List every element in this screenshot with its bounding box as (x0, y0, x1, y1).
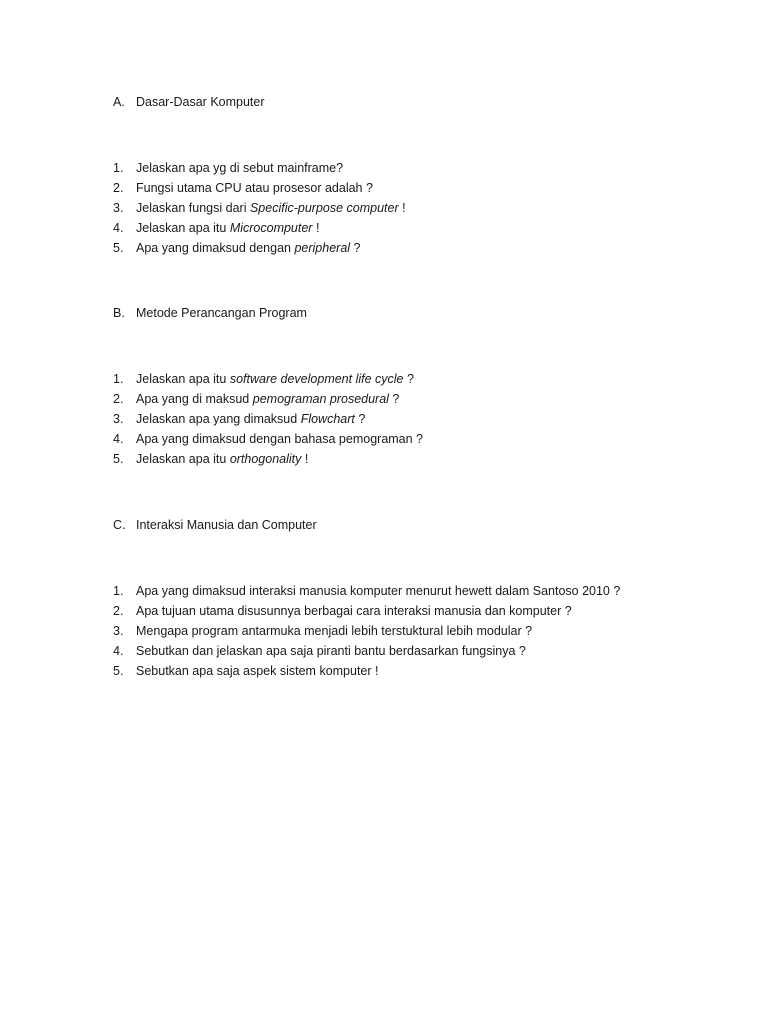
question-text (136, 429, 423, 449)
question-text-run: ! (312, 221, 320, 235)
question-number: 1. (113, 161, 124, 175)
question-text-run: ? (354, 412, 366, 426)
question-term-italic: orthogonality (229, 452, 302, 466)
section-b-questions (0, 369, 768, 469)
question-number: 1. (113, 584, 124, 598)
question-text-run: Jelaskan apa yg di sebut mainframe? (136, 161, 344, 175)
section-title: Metode Perancangan Program (136, 306, 307, 320)
section-a-questions (0, 158, 768, 258)
question-text (136, 409, 365, 429)
section-heading (0, 303, 768, 323)
question-item (0, 369, 768, 389)
question-item (0, 409, 768, 429)
question-number: 2. (113, 392, 124, 406)
question-text (136, 158, 343, 178)
question-number: 4. (113, 644, 124, 658)
question-text-run: Apa yang dimaksud dengan bahasa pemograman ? (136, 432, 424, 446)
question-item (0, 389, 768, 409)
question-term-italic: pemograman prosedural (252, 392, 389, 406)
question-number: 4. (113, 432, 124, 446)
question-text-run: Apa yang di maksud (136, 392, 253, 406)
question-text-run: Sebutkan apa saja aspek sistem komputer ! (136, 664, 379, 678)
question-text (136, 178, 373, 198)
question-item (0, 581, 768, 601)
question-text (136, 218, 319, 238)
question-text-run: Jelaskan apa yang dimaksud (136, 412, 301, 426)
question-term-italic: peripheral (294, 241, 351, 255)
question-text-run: Sebutkan dan jelaskan apa saja piranti bantu berdasarkan fungsinya ? (136, 644, 526, 658)
question-item (0, 641, 768, 661)
question-number: 5. (113, 241, 124, 255)
question-number: 2. (113, 181, 124, 195)
question-text-run: Apa tujuan utama disusunnya berbagai cara interaksi manusia dan komputer ? (136, 604, 572, 618)
question-text-run: ! (301, 452, 309, 466)
question-number: 5. (113, 664, 124, 678)
question-item (0, 661, 768, 681)
question-text-run: Mengapa program antarmuka menjadi lebih terstuktural lebih modular ? (136, 624, 533, 638)
question-text (136, 238, 360, 258)
section-c-questions (0, 581, 768, 681)
question-item (0, 178, 768, 198)
question-number: 1. (113, 372, 124, 386)
question-text-run: ? (403, 372, 414, 386)
question-text-run: Jelaskan apa itu (136, 221, 230, 235)
question-text-run: Jelaskan apa itu (136, 452, 230, 466)
question-term-italic: Microcomputer (229, 221, 313, 235)
question-text (136, 198, 406, 218)
question-text (136, 661, 379, 681)
section-title: Dasar-Dasar Komputer (136, 95, 265, 109)
question-text-run: ! (398, 201, 406, 215)
section-title: Interaksi Manusia dan Computer (136, 518, 317, 532)
question-text-run: ? (388, 392, 400, 406)
question-item (0, 429, 768, 449)
section-heading (0, 515, 768, 535)
question-item (0, 621, 768, 641)
question-item (0, 238, 768, 258)
question-term-italic: Flowchart (300, 412, 355, 426)
question-text-run: ? (350, 241, 361, 255)
question-item (0, 601, 768, 621)
section-marker: C. (113, 518, 126, 532)
question-term-italic: Specific-purpose computer (249, 201, 399, 215)
question-text (136, 581, 620, 601)
question-item (0, 198, 768, 218)
question-text-run: Apa yang dimaksud interaksi manusia komputer menurut hewett dalam Santoso 2010 ? (136, 584, 621, 598)
section-heading (0, 92, 768, 112)
question-text-run: Apa yang dimaksud dengan (136, 241, 295, 255)
section-a (0, 92, 768, 112)
question-text (136, 621, 532, 641)
question-item (0, 218, 768, 238)
question-text (136, 389, 399, 409)
question-text-run: Fungsi utama CPU atau prosesor adalah ? (136, 181, 373, 195)
question-text (136, 449, 308, 469)
question-text-run: Jelaskan fungsi dari (136, 201, 250, 215)
section-marker: B. (113, 306, 125, 320)
question-text (136, 369, 414, 389)
question-text-run: Jelaskan apa itu (136, 372, 230, 386)
question-number: 4. (113, 221, 124, 235)
question-number: 3. (113, 412, 124, 426)
question-number: 2. (113, 604, 124, 618)
section-b (0, 303, 768, 323)
question-text (136, 641, 526, 661)
section-c (0, 515, 768, 535)
question-number: 3. (113, 624, 124, 638)
section-marker: A. (113, 95, 125, 109)
question-number: 5. (113, 452, 124, 466)
question-text (136, 601, 572, 621)
question-term-italic: software development life cycle (229, 372, 404, 386)
question-number: 3. (113, 201, 124, 215)
question-item (0, 449, 768, 469)
question-item (0, 158, 768, 178)
